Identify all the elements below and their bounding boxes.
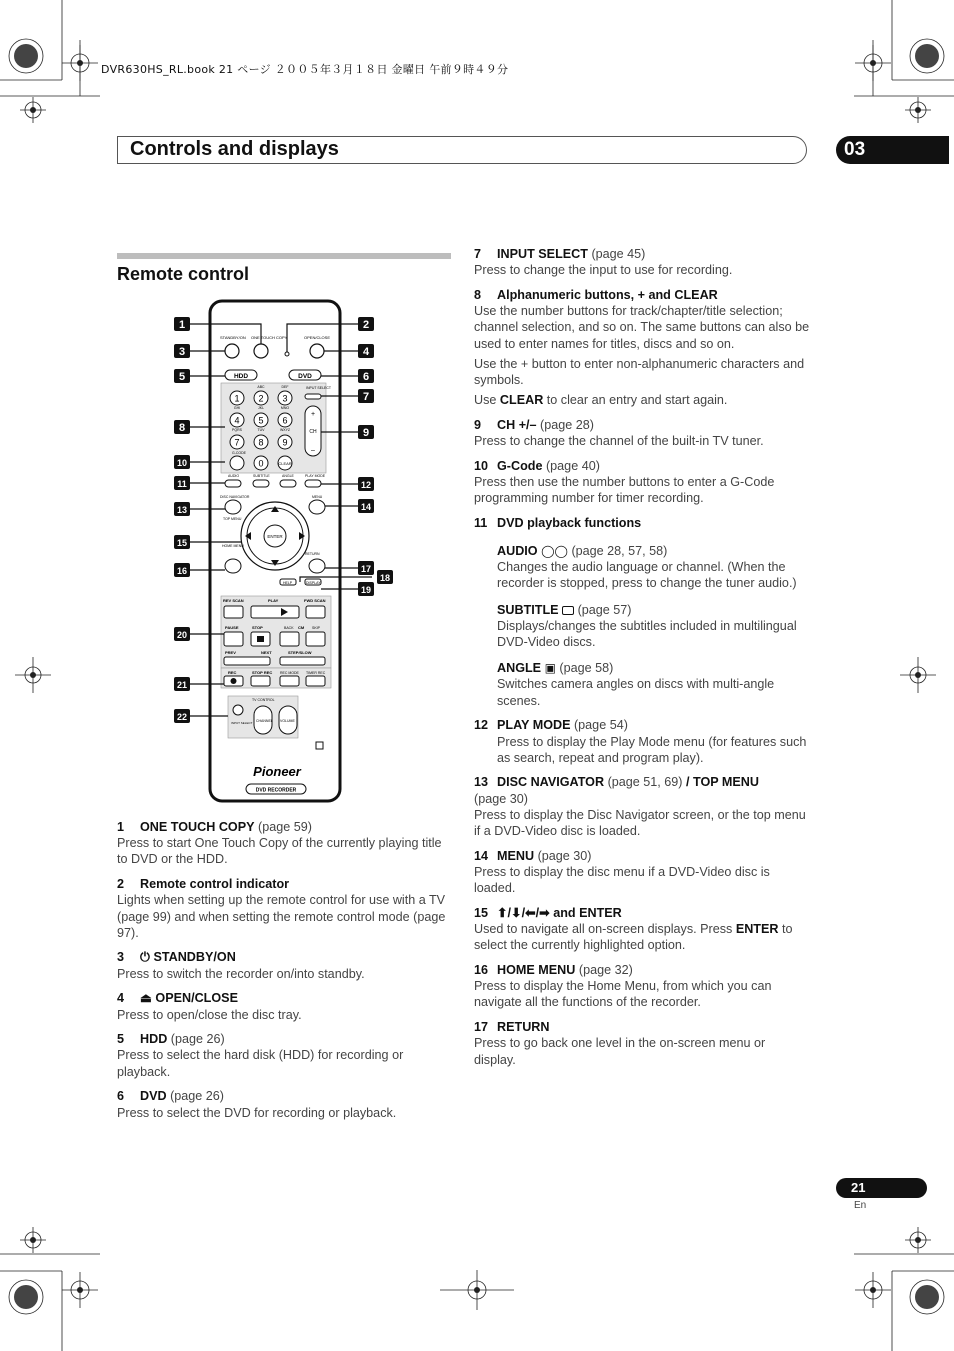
item-title: RETURN xyxy=(497,1020,550,1035)
print-file-info: DVR630HS_RL.book 21 ページ ２００５年３月１８日 金曜日 午前９時４９分 xyxy=(101,63,509,76)
letter-label: DEF xyxy=(281,385,289,389)
item-number: 7 xyxy=(474,247,482,261)
number-label: 1 xyxy=(234,393,240,404)
callout-number: 13 xyxy=(176,505,188,515)
item-number: 9 xyxy=(474,417,482,432)
item-5 xyxy=(117,1031,452,1080)
clear-keyword: CLEAR xyxy=(499,393,544,408)
fwd-scan-label: FWD SCAN xyxy=(304,598,326,603)
item-6 xyxy=(117,1088,452,1120)
prev-next-button xyxy=(224,657,270,665)
prev-label: PREV xyxy=(225,650,236,655)
item-body: Press to start One Touch Copy of the currently playing title to DVD or the HDD. xyxy=(117,836,442,867)
callout-number: 4 xyxy=(362,346,370,358)
item-body-2: Use the + button to enter non-alphanumeric characters and symbols. xyxy=(474,356,805,387)
callout-number: 21 xyxy=(176,680,188,690)
display-label: DISPLAY xyxy=(306,581,321,585)
callout-number: 8 xyxy=(178,422,186,434)
callout-number: 7 xyxy=(362,391,370,403)
subtitle-body: Displays/changes the subtitles included in multilingual DVD-Video discs. xyxy=(497,618,797,650)
page-number: 21 xyxy=(836,1178,927,1198)
item-body: Press then use the number buttons to enter a G-Code programming number for timer recording. xyxy=(474,474,775,506)
item-title: DVD xyxy=(140,1089,167,1104)
item-13 xyxy=(474,774,810,839)
disc-nav-label: DISC NAVIGATOR xyxy=(220,495,250,499)
help-label: HELP xyxy=(283,581,293,585)
g-code-label: G-CODE xyxy=(232,451,246,455)
one-touch-label: ONE TOUCH COPY xyxy=(251,335,288,340)
tv-control-label: TV CONTROL xyxy=(252,698,275,702)
item-body: Press to open/close the disc tray. xyxy=(117,1007,302,1022)
number-label: 7 xyxy=(234,437,240,448)
top-menu-label: TOP MENU xyxy=(223,517,242,521)
item-7 xyxy=(474,246,810,278)
item-number: 15 xyxy=(474,905,489,920)
item-page-ref: (page 51, 69) xyxy=(607,775,683,790)
item-number: 4 xyxy=(117,991,125,1006)
letter-label: GHI xyxy=(233,406,241,410)
item-body: Lights when setting up the remote control for use with a TV (page 99) and when setting the remote control mode (page 97). xyxy=(117,893,446,940)
item-number: 10 xyxy=(474,458,489,473)
item-page-ref: (page 30) xyxy=(537,848,592,863)
item-3 xyxy=(117,949,452,981)
play-button xyxy=(251,606,299,618)
item-title: ⏏ OPEN/CLOSE xyxy=(140,991,238,1006)
keypad xyxy=(230,385,292,470)
section-title-bar xyxy=(117,136,807,164)
item-body: Press to change the channel of the built-in TV tuner. xyxy=(474,434,764,449)
hdd-label: HDD xyxy=(233,373,249,380)
subtitle-label: SUBTITLE xyxy=(253,474,270,478)
clear-label: CLEAR xyxy=(278,461,292,466)
tv-input-label: INPUT SELECT xyxy=(231,721,253,725)
timer-rec-button xyxy=(306,676,325,686)
item-page-ref: (page 32) xyxy=(578,963,633,978)
audio-title: AUDIO xyxy=(497,544,538,559)
number-label: 9 xyxy=(282,437,288,448)
body-text: to select the currently highlighted option. xyxy=(474,922,793,953)
input-select-label: INPUT SELECT xyxy=(306,386,332,390)
item-16 xyxy=(474,962,810,1011)
number-label: 6 xyxy=(282,415,288,426)
callout-number: 6 xyxy=(362,371,370,383)
item-title: HOME MENU xyxy=(497,963,576,978)
item-body xyxy=(474,921,810,953)
back-label: BACK xyxy=(284,626,294,630)
item-body: Press to select the hard disk (HDD) for recording or playback. xyxy=(117,1048,404,1079)
rec-icon xyxy=(231,678,237,684)
standby-label: STANDBY/ON xyxy=(220,335,246,340)
item-title: HDD xyxy=(140,1032,168,1047)
step-slow-button xyxy=(280,657,325,665)
home-menu-label: HOME MENU xyxy=(222,544,244,548)
body-text: to clear an entry and start again. xyxy=(543,393,728,408)
camera-icon: ▣ xyxy=(544,661,556,676)
remote-control-heading: Remote control xyxy=(117,264,250,284)
callout-number: 14 xyxy=(360,502,372,512)
play-mode-label: PLAY MODE xyxy=(305,474,326,478)
angle-title: ANGLE xyxy=(497,661,542,676)
body-text: Used to navigate all on-screen displays. Press xyxy=(474,922,736,937)
angle-button xyxy=(280,480,296,487)
callout-number: 20 xyxy=(176,630,188,640)
audio-body: Changes the audio language or channel. (When the recorder is stopped, press to change the tuner audio.) xyxy=(497,560,797,591)
item-8 xyxy=(474,287,810,408)
item-number: 1 xyxy=(117,820,125,834)
item-title: PLAY MODE xyxy=(497,718,571,733)
ch-minus-icon: – xyxy=(311,447,315,454)
dvd-label: DVD xyxy=(298,373,312,380)
subtitle-icon xyxy=(562,606,574,615)
number-label: 3 xyxy=(282,393,288,404)
audio-button xyxy=(225,480,241,487)
audio-label: AUDIO xyxy=(228,474,240,478)
item-number: 14 xyxy=(474,848,489,863)
item-2 xyxy=(117,876,452,941)
item-title-2: / TOP MENU xyxy=(685,775,759,790)
home-menu-button xyxy=(225,559,241,573)
item-body: Press to display the Home Menu, from which you can navigate all the functions of the recorder. xyxy=(474,979,772,1010)
rec-mode-label: REC MODE xyxy=(280,671,299,675)
letter-label: MNO xyxy=(280,406,290,410)
letter-label: TUV xyxy=(257,428,265,432)
letter-label: JKL xyxy=(257,406,265,410)
subtitle-button xyxy=(253,480,269,487)
tv-channel-label: CHANNEL xyxy=(256,719,273,723)
item-page-ref: (page 59) xyxy=(258,820,312,834)
callout-number: 9 xyxy=(362,427,370,439)
item-title: DISC NAVIGATOR xyxy=(497,775,605,790)
item-number: 11 xyxy=(474,515,488,530)
play-label: PLAY xyxy=(268,598,279,603)
tv-volume-label: VOLUME xyxy=(280,719,295,723)
item-title: DVD playback functions xyxy=(497,515,642,530)
number-label: 8 xyxy=(258,437,264,448)
callout-number: 12 xyxy=(360,480,372,490)
callout-number: 2 xyxy=(362,319,370,331)
item-title: ⬆/⬇/⬅/➡ and ENTER xyxy=(497,905,622,920)
item-number: 8 xyxy=(474,287,482,302)
page-language: En xyxy=(854,1200,867,1211)
letter-label: ABC xyxy=(257,385,265,389)
item-number: 16 xyxy=(474,963,489,978)
disc-navigator-button xyxy=(225,500,241,514)
pause-label: PAUSE xyxy=(225,625,239,630)
chapter-tab: 03 xyxy=(836,136,949,164)
pause-button xyxy=(224,632,243,646)
brand-logo: Pioneer xyxy=(253,764,301,779)
callout-number: 22 xyxy=(176,712,188,722)
item-number: 12 xyxy=(474,718,489,733)
return-label: RETURN xyxy=(305,552,320,556)
right-column xyxy=(474,246,810,1076)
item-page-ref: (page 28) xyxy=(540,417,594,432)
item-page-ref: (page 54) xyxy=(573,718,628,733)
item-title: Remote control indicator xyxy=(140,877,290,892)
item-title: INPUT SELECT xyxy=(497,247,588,261)
item-number: 5 xyxy=(117,1032,125,1047)
item-body: Press to display the Play Mode menu (for features such as search, repeat and program play). xyxy=(497,734,807,765)
callout-number: 10 xyxy=(176,458,188,468)
number-label: 0 xyxy=(258,458,264,469)
item-17 xyxy=(474,1019,810,1068)
item-number: 6 xyxy=(117,1089,125,1104)
next-label: NEXT xyxy=(261,650,272,655)
step-slow-label: STEP/SLOW xyxy=(288,650,312,655)
enter-keyword: ENTER xyxy=(735,922,779,937)
item-9 xyxy=(474,417,810,449)
item-body: Press to display the Disc Navigator screen, or the top menu if a DVD-Video disc is loaded. xyxy=(474,807,806,839)
rev-scan-label: REV SCAN xyxy=(223,598,244,603)
item-title: G-Code xyxy=(497,458,543,473)
section-rule xyxy=(117,253,451,259)
stop-rec-label: STOP REC xyxy=(252,670,273,675)
item-page-ref: (page 26) xyxy=(170,1089,225,1104)
item-1 xyxy=(117,819,452,868)
item-page-ref-2: (page 30) xyxy=(474,791,528,806)
item-title: CH +/– xyxy=(497,417,537,432)
item-title: MENU xyxy=(497,848,535,863)
cm-label: CM xyxy=(298,625,305,630)
rec-mode-button xyxy=(280,676,299,686)
open-close-label: OPEN/CLOSE xyxy=(304,335,331,340)
item-title: Alphanumeric buttons, + and CLEAR xyxy=(497,287,718,302)
stop-icon xyxy=(257,636,264,642)
callout-number: 3 xyxy=(178,346,186,358)
enter-label: ENTER xyxy=(267,534,283,539)
item-body: Press to go back one level in the on-screen menu or display. xyxy=(474,1036,766,1067)
item-body: Press to switch the recorder on/into standby. xyxy=(117,966,365,981)
subtitle-page-ref: (page 57) xyxy=(577,602,632,617)
item-body-3 xyxy=(474,392,810,408)
item-title: ⏻ STANDBY/ON xyxy=(140,950,236,965)
timer-rec-label: TIMER REC xyxy=(306,671,326,675)
item-14 xyxy=(474,848,810,897)
section-title: Controls and displays xyxy=(130,138,339,160)
angle-body: Switches camera angles on discs with multi-angle scenes. xyxy=(497,677,775,708)
item-number: 17 xyxy=(474,1020,489,1035)
audio-icon: ◯◯ xyxy=(541,544,568,559)
item-body: Press to select the DVD for recording or playback. xyxy=(117,1105,397,1120)
audio-page-ref: (page 28, 57, 58) xyxy=(571,544,668,559)
callout-number: 16 xyxy=(176,566,188,576)
stop-rec-button xyxy=(251,676,270,686)
subtitle-title: SUBTITLE xyxy=(497,602,559,617)
item-body: Use the number buttons for track/chapter/title selection; channel selection, and so on. The same buttons can also be used to enter names for titles, discs and so on. xyxy=(474,304,810,351)
left-column xyxy=(117,819,452,1129)
item-title: ONE TOUCH COPY xyxy=(140,820,255,834)
number-label: 4 xyxy=(234,415,240,426)
return-button xyxy=(309,559,325,573)
item-number: 2 xyxy=(117,877,125,892)
fwd-scan-button xyxy=(306,606,325,618)
logo-mark-icon xyxy=(316,742,323,749)
item-page-ref: (page 26) xyxy=(170,1032,225,1047)
callout-number: 17 xyxy=(360,564,372,574)
item-11 xyxy=(474,515,810,709)
skip-label: SKIP xyxy=(312,626,320,630)
item-12 xyxy=(474,717,810,766)
input-select-button xyxy=(305,394,321,399)
callout-number: 15 xyxy=(176,538,188,548)
item-10 xyxy=(474,458,810,507)
callout-number: 1 xyxy=(178,319,186,331)
remote-diagram xyxy=(165,296,405,806)
play-mode-button xyxy=(305,480,321,487)
rev-scan-button xyxy=(224,606,243,618)
letter-label: PQRS xyxy=(232,428,242,432)
angle-page-ref: (page 58) xyxy=(559,661,614,676)
angle-label: ANGLE xyxy=(282,474,294,478)
menu-button xyxy=(309,500,325,514)
number-label: 5 xyxy=(258,415,264,426)
cm-back-button xyxy=(280,632,299,646)
item-page-ref: (page 40) xyxy=(545,458,600,473)
item-number: 3 xyxy=(117,950,125,965)
ch-label: CH xyxy=(309,429,317,435)
item-15 xyxy=(474,905,810,954)
cm-skip-button xyxy=(306,632,325,646)
callout-number: 5 xyxy=(178,371,186,383)
number-label: 2 xyxy=(258,393,264,404)
item-number: 13 xyxy=(474,775,489,790)
letter-label: WXYZ xyxy=(279,428,291,432)
item-body: Press to change the input to use for recording. xyxy=(474,263,733,278)
tv-power-button xyxy=(233,705,243,715)
callout-number: 19 xyxy=(360,585,372,595)
item-page-ref: (page 45) xyxy=(591,247,646,261)
rec-label: REC xyxy=(228,670,237,675)
stop-label: STOP xyxy=(252,625,263,630)
ch-plus-icon: + xyxy=(310,411,316,418)
body-text: Use xyxy=(474,393,500,408)
callout-number: 11 xyxy=(177,479,187,489)
menu-label: MENU xyxy=(312,495,323,499)
g-code-button xyxy=(230,456,244,470)
item-body: Press to display the disc menu if a DVD-Video disc is loaded. xyxy=(474,865,770,896)
callout-number: 18 xyxy=(379,573,391,583)
item-4 xyxy=(117,990,452,1022)
model-label: DVD RECORDER xyxy=(255,787,297,794)
